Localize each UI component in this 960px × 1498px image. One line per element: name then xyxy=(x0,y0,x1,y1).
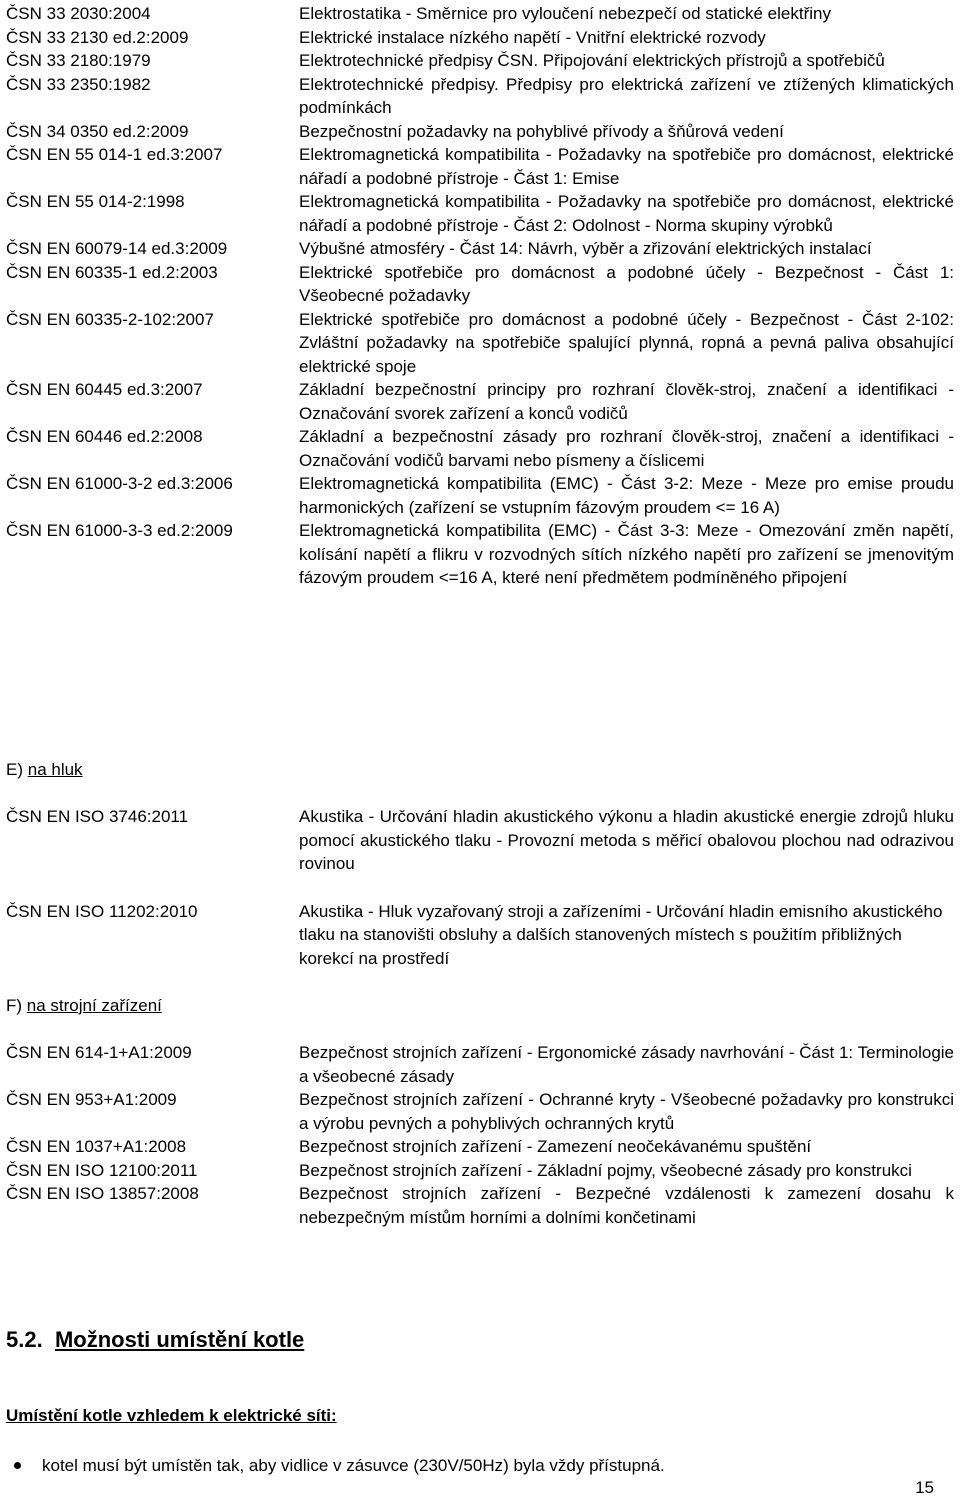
standard-row xyxy=(6,1135,960,1159)
standard-description: Elektromagnetická kompatibilita (EMC) - Část 3-2: Meze - Meze pro emise proudu harmonických (zařízení se vstupním fázovým proudem <= 16 A) xyxy=(299,474,954,517)
standard-code: ČSN EN ISO 3746:2011 xyxy=(6,807,189,826)
standard-description: Elektromagnetická kompatibilita - Požadavky na spotřebiče pro domácnost, elektrické nářadí a podobné přístroje - Část 2: Odolnost - Norma skupiny výrobků xyxy=(299,192,954,235)
standard-row xyxy=(6,49,960,73)
standard-row xyxy=(6,26,960,50)
standard-row xyxy=(6,190,960,237)
standard-code: ČSN EN ISO 12100:2011 xyxy=(6,1160,198,1180)
bullet-item xyxy=(6,1454,906,1478)
standard-code: ČSN EN 1037+A1:2008 xyxy=(6,1137,187,1156)
standard-row xyxy=(6,805,960,876)
chapter-title: Možnosti umístění kotle xyxy=(54,1327,305,1352)
standard-code: ČSN 33 2030:2004 xyxy=(6,4,151,23)
standards-list-noise xyxy=(6,805,960,970)
bullet-text: kotel musí být umístěn tak, aby vidlice v zásuvce (230V/50Hz) byla vždy přístupná. xyxy=(42,1456,665,1475)
chapter-heading xyxy=(6,1325,304,1355)
section-prefix: F) xyxy=(6,996,27,1015)
standard-code: ČSN EN 60445 ed.3:2007 xyxy=(6,380,203,399)
standard-code: ČSN EN 60335-1 ed.2:2003 xyxy=(6,262,218,282)
standard-row xyxy=(6,237,960,261)
standard-code: ČSN EN 55 014-1 ed.3:2007 xyxy=(6,145,223,164)
standard-description: Základní a bezpečnostní zásady pro rozhraní člověk-stroj, značení a identifikaci - Označování vodičů barvami nebo písmeny a číslicemi xyxy=(299,427,954,470)
standard-row xyxy=(6,1159,960,1183)
standard-row xyxy=(6,1041,960,1088)
standard-code: ČSN EN 61000-3-2 ed.3:2006 xyxy=(6,474,233,493)
standards-list-electrical xyxy=(6,2,960,590)
standard-description: Bezpečnost strojních zařízení - Základní pojmy, všeobecné zásady pro konstrukci xyxy=(299,1160,912,1180)
bullet-dot-icon xyxy=(14,1462,21,1469)
standard-description: Výbušné atmosféry - Část 14: Návrh, výběr a zřizování elektrických instalací xyxy=(299,239,872,258)
standard-row xyxy=(6,143,960,190)
standard-code: ČSN 33 2130 ed.2:2009 xyxy=(6,27,189,47)
standard-row xyxy=(6,73,960,120)
standard-description: Elektromagnetická kompatibilita (EMC) - Část 3-3: Meze - Omezování změn napětí, kolísání napětí a flikru v rozvodných sítích nízkého napětí pro zařízení se jmenovitým fázovým proudem <=16 A, které není předmětem podmíněného připojení xyxy=(299,521,954,587)
standard-code: ČSN 33 2180:1979 xyxy=(6,51,151,70)
standard-code: ČSN 33 2350:1982 xyxy=(6,74,151,94)
standard-description: Elektrické spotřebiče pro domácnost a podobné účely - Bezpečnost - Část 2-102: Zvláštní požadavky na spotřebiče spalující plynná, ropná a pevná paliva obsahující elektrické spoje xyxy=(299,309,954,376)
standard-description: Elektrické spotřebiče pro domácnost a podobné účely - Bezpečnost - Část 1: Všeobecné požadavky xyxy=(299,262,954,305)
standard-row xyxy=(6,378,960,425)
standard-description: Bezpečnost strojních zařízení - Ochranné kryty - Všeobecné požadavky pro konstrukci a výrobu pevných a pohyblivých ochranných krytů xyxy=(299,1090,954,1133)
standard-code: ČSN EN 614-1+A1:2009 xyxy=(6,1043,192,1062)
standard-description: Akustika - Hluk vyzařovaný stroji a zařízeními - Určování hladin emisního akustického tlaku na stanovišti obsluhy a dalších stanovených místech s použitím přibližných korekcí na prostředí xyxy=(299,901,943,968)
standard-description: Elektromagnetická kompatibilita - Požadavky na spotřebiče pro domácnost, elektrické nářadí a podobné přístroje - Část 1: Emise xyxy=(299,145,954,188)
subsection-heading: Umístění kotle vzhledem k elektrické síti: xyxy=(6,1406,337,1425)
standard-description: Akustika - Určování hladin akustického výkonu a hladin akustické energie zdrojů hluku pomocí akustického tlaku - Provozní metoda s měřicí obalovou plochou nad odrazivou rovinou xyxy=(299,807,954,873)
standard-code: ČSN EN 60335-2-102:2007 xyxy=(6,309,214,329)
standard-description: Elektrostatika - Směrnice pro vyloučení nebezpečí od statické elektřiny xyxy=(299,4,831,23)
standard-code: ČSN EN 61000-3-3 ed.2:2009 xyxy=(6,521,233,540)
standard-row xyxy=(6,900,960,971)
standard-description: Bezpečnost strojních zařízení - Ergonomické zásady navrhování - Část 1: Terminologie a všeobecné zásady xyxy=(299,1043,954,1086)
standard-row xyxy=(6,472,960,519)
section-prefix: E) xyxy=(6,760,28,779)
standard-code: ČSN EN ISO 11202:2010 xyxy=(6,901,198,921)
standard-description: Elektrotechnické předpisy. Předpisy pro elektrická zařízení ve ztížených klimatických podmínkách xyxy=(299,74,954,117)
standard-code: ČSN EN ISO 13857:2008 xyxy=(6,1184,199,1203)
standard-code: ČSN EN 55 014-2:1998 xyxy=(6,192,185,211)
standard-row xyxy=(6,120,960,144)
standard-row xyxy=(6,2,960,26)
standard-code: ČSN EN 60079-14 ed.3:2009 xyxy=(6,239,228,258)
standard-description: Bezpečnostní požadavky na pohyblivé přívody a šňůrová vedení xyxy=(299,121,784,141)
standard-row xyxy=(6,1182,960,1229)
standard-description: Bezpečnost strojních zařízení - Zamezení neočekávanému spuštění xyxy=(299,1137,812,1156)
standard-row xyxy=(6,519,960,590)
standard-description: Elektrotechnické předpisy ČSN. Připojování elektrických přístrojů a spotřebičů xyxy=(299,51,885,70)
chapter-number: 5.2. xyxy=(6,1327,43,1352)
standard-row xyxy=(6,308,960,379)
standard-code: ČSN 34 0350 ed.2:2009 xyxy=(6,121,189,141)
standard-code: ČSN EN 60446 ed.2:2008 xyxy=(6,427,203,446)
page-number: 15 xyxy=(915,1478,934,1497)
section-heading-noise xyxy=(6,758,83,782)
standard-description: Základní bezpečnostní principy pro rozhraní člověk-stroj, značení a identifikaci - Označování svorek zařízení a konců vodičů xyxy=(299,380,954,423)
bullet-list xyxy=(6,1454,906,1478)
standards-list-machinery xyxy=(6,1041,960,1229)
standard-description: Bezpečnost strojních zařízení - Bezpečné vzdálenosti k zamezení dosahu k nebezpečným místům horními a dolními končetinami xyxy=(299,1184,954,1227)
section-heading-machinery xyxy=(6,994,162,1018)
section-title: na hluk xyxy=(27,760,83,779)
standard-description: Elektrické instalace nízkého napětí - Vnitřní elektrické rozvody xyxy=(299,27,766,47)
section-title: na strojní zařízení xyxy=(26,996,162,1015)
standard-row xyxy=(6,261,960,308)
standard-row xyxy=(6,1088,960,1135)
standard-code: ČSN EN 953+A1:2009 xyxy=(6,1090,177,1109)
standard-row xyxy=(6,425,960,472)
